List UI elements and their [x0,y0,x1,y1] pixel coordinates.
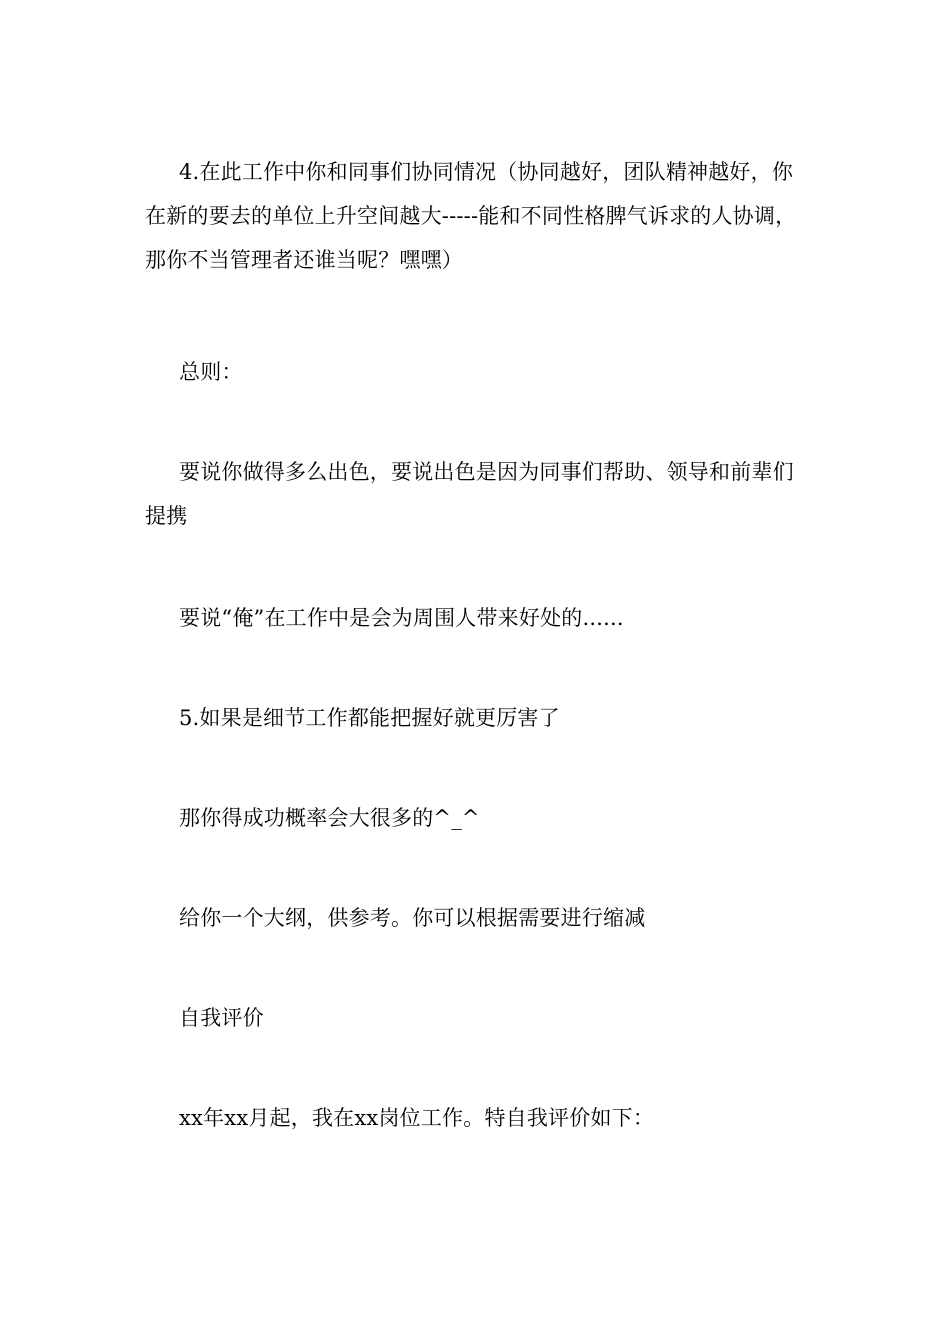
paragraph-self-evaluation-heading: 自我评价 [179,1006,264,1030]
paragraph-self-evaluation-start: xx年xx月起，我在xx岗位工作。特自我评价如下： [179,1106,655,1130]
paragraph-outline-intro: 给你一个大纲，供参考。你可以根据需要进行缩减 [179,906,646,930]
paragraph-success-rate: 那你得成功概率会大很多的^_^ [179,806,480,830]
paragraph-credit-colleagues: 要说你做得多么出色，要说出色是因为同事们帮助、领导和前辈们提携 [145,460,794,528]
paragraph-teamwork: 4.在此工作中你和同事们协同情况（协同越好，团队精神越好，你在新的要去的单位上升空间越大-----能和不同性格脾气诉求的人协调，那你不当管理者还谁当呢？嘿嘿） [145,160,797,272]
paragraph-details: 5.如果是细节工作都能把握好就更厉害了 [179,706,560,730]
paragraph-bring-benefits: 要说“俺”在工作中是会为周围人带来好处的...... [179,606,624,630]
paragraph-general-rule-heading: 总则： [179,360,243,384]
